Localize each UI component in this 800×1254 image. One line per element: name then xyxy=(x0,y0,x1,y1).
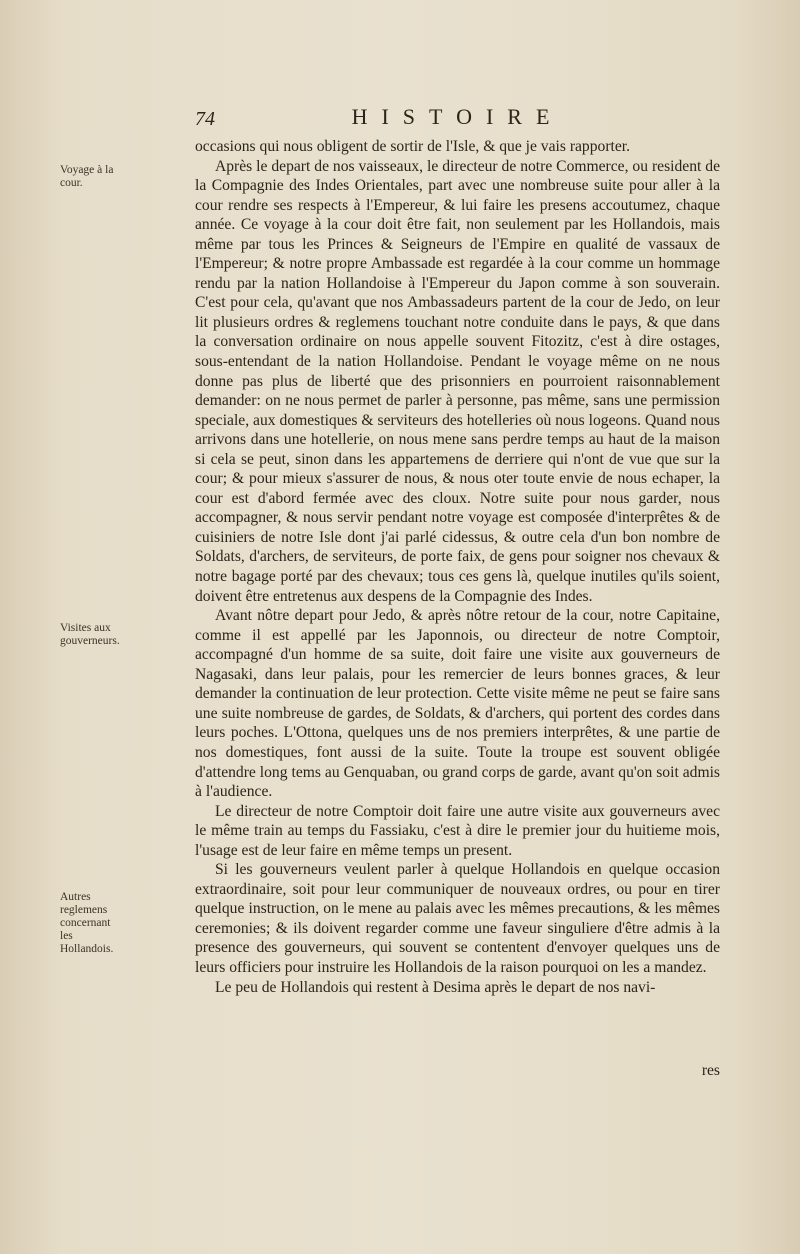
paragraph: Le peu de Hollandois qui restent à Desima après le depart de nos navi- xyxy=(215,978,656,996)
margin-note-visites: Visites aux gouverneurs. xyxy=(60,622,120,647)
running-title: HISTOIRE xyxy=(351,104,564,129)
margin-note-reglemens: Autres reglemens concernant les Hollandois. xyxy=(60,891,114,955)
paragraph: occasions qui nous obligent de sortir de l'Isle, & que je vais rapporter. xyxy=(195,138,631,155)
paragraph: Si les gouverneurs veulent parler à quelque Hollandois en quelque occasion extraordinaire, soit pour leur communiquer de nouveaux ordres, ou pour en tirer quelque instruction, on le mene au palais avec les mêmes precautions, & les mêmes ceremonies; & ils doivent regarder comme une faveur singuliere d'être admis à la presence des gouverneurs, qui souvent se contentent d'envoyer quelques uns de leurs officiers pour instruire les Hollandois de la raison pourquoi on les a mandez. xyxy=(195,861,720,976)
margin-note-voyage: Voyage à la cour. xyxy=(60,164,114,189)
page-header xyxy=(195,104,720,134)
paragraph: Avant nôtre depart pour Jedo, & après nôtre retour de la cour, notre Capitaine, comme il est appellé par les Japonnois, ou directeur de notre Comptoir, accompagné d'un homme de sa suite, doit faire une visite aux gouverneurs de Nagasaki, dans leur palais, pour les remercier de leurs bonnes graces, & leur demander la continuation de leur protection. Cette visite même ne peut se faire sans une suite nombreuse de gardes, de Soldats, & d'archers, qui portent des cordes dans leurs poches. L'Ottona, quelques uns de nos premiers interprêtes, & une partie de nos domestiques, font aussi de la suite. Toute la troupe est souvent obligée d'attendre long tems au Genquaban, ou grand corps de garde, avant qu'on soit admis à l'audience. xyxy=(195,607,720,801)
page-number: 74 xyxy=(195,108,215,130)
paragraph: Après le depart de nos vaisseaux, le directeur de notre Commerce, ou resident de la Compagnie des Indes Orientales, part avec une nombreuse suite pour aller à la cour rendre ses respects à l'Empereur, & lui faire les presens accoutumez, chaque année. Ce voyage à la cour doit être fait, non seulement par les Hollandois, mais même par tous les Princes & Seigneurs de l'Empire en qualité de vassaux de l'Empereur; & notre propre Ambassade est regardée à la cour comme un hommage rendu par la nation Hollandoise à l'Empereur du Japon comme à son souverain. C'est pour cela, qu'avant que nos Ambassadeurs partent de la cour de Jedo, on leur lit plusieurs ordres & reglemens touchant notre conduite dans le pays, & que dans la conversation ordinaire on nous appelle souvent Fitozitz, c'est à dire ostages, sous-entendant de la nation Hollandoise. Pendant le voyage même on ne nous donne pas plus de liberté que des prisonniers en pourroient raisonnablement demander: on ne nous permet de parler à personne, pas même, sans une permission speciale, aux domestiques & serviteurs des hotelleries où nous logeons. Quand nous arrivons dans une hotellerie, on nous mene sans perdre temps au haut de la maison si cela se peut, sinon dans les appartemens de derriere qui n'ont de vue que sur la cour; & pour mieux s'assurer de nous, & nous oter toute envie de nous echaper, la cour est d'abord fermée avec des cloux. Notre suite pour nous garder, nous accompagner, & nous servir pendant notre voyage est composée d'interprêtes & de cuisiniers de notre Isle dont j'ai parlé cidessus, & outre cela d'un bon nombre de Soldats, d'archers, de serviteurs, de porte faix, de gens pour soigner nos chevaux & notre bagage porté par des chevaux; tous ces gens là, quelque inutiles qu'ils soient, doivent être entretenus aux despens de la Compagnie des Indes. xyxy=(195,157,720,605)
catchword: res xyxy=(701,1062,720,1079)
body-text xyxy=(195,137,720,997)
paragraph: Le directeur de notre Comptoir doit faire une autre visite aux gouverneurs avec le même train au temps du Fassiaku, c'est à dire le premier jour du huitieme mois, l'usage est de leur faire en même temps un present. xyxy=(195,802,720,859)
